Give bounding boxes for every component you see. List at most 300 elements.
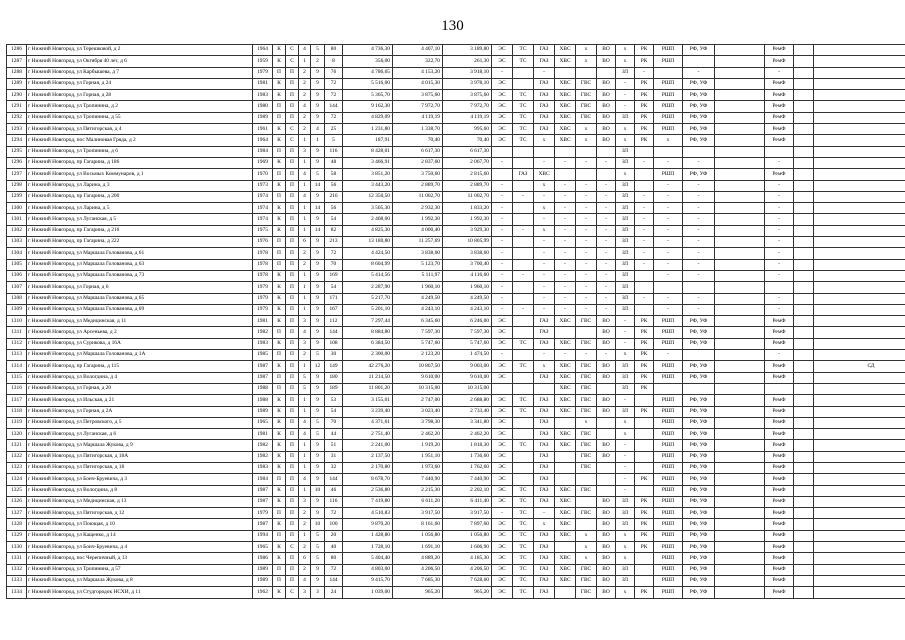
table-cell — [597, 429, 616, 440]
table-cell — [492, 146, 513, 157]
table-cell: - — [616, 440, 635, 451]
table-cell: РК — [635, 327, 654, 338]
table-cell: РемФ — [765, 485, 794, 496]
table-cell — [794, 56, 814, 67]
table-cell: 10 867,50 — [393, 361, 443, 372]
table-cell: П — [286, 564, 299, 575]
table-cell: г Нижний Новгород, ул Горная, д 2А — [27, 406, 253, 417]
table-cell — [715, 474, 765, 485]
table-cell: 261,30 — [443, 56, 492, 67]
table-cell: 2 — [299, 248, 311, 259]
table-cell: РемФ — [765, 530, 794, 541]
table-cell: 4 — [299, 45, 311, 56]
table-cell — [814, 316, 905, 327]
table-cell: П — [286, 406, 299, 417]
table-cell — [683, 146, 715, 157]
table-cell: 1295 — [7, 146, 27, 157]
table-cell: 144 — [325, 101, 343, 112]
table-cell: 965,20 — [393, 587, 443, 598]
table-cell: П — [273, 530, 286, 541]
table-cell: 116 — [325, 496, 343, 507]
table-cell: 9 — [311, 248, 325, 259]
table-cell — [576, 67, 597, 78]
table-cell: 3 189,80 — [443, 45, 492, 56]
table-cell — [794, 45, 814, 56]
table-cell: РФ, УФ — [683, 361, 715, 372]
table-cell — [715, 237, 765, 248]
table-cell — [715, 270, 765, 281]
table-cell: 3 917,50 — [443, 508, 492, 519]
table-cell — [513, 451, 534, 462]
table-cell: ТС — [513, 553, 534, 564]
table-cell: 9 415,70 — [343, 575, 393, 586]
table-cell: 1987 — [253, 519, 273, 530]
table-cell: 1328 — [7, 519, 27, 530]
table-cell: 1290 — [7, 90, 27, 101]
table-cell: 1 — [299, 451, 311, 462]
table-cell: 1293 — [7, 124, 27, 135]
table-cell — [814, 237, 905, 248]
table-cell: - — [654, 304, 683, 315]
table-cell: г Нижний Новгород, ул Горная, д 24 — [27, 78, 253, 89]
table-cell: - — [765, 67, 794, 78]
table-cell: - — [576, 282, 597, 293]
table-cell: 51 — [325, 440, 343, 451]
table-cell — [715, 350, 765, 361]
table-cell — [814, 474, 905, 485]
table-cell: РФ, УФ — [683, 417, 715, 428]
table-cell: г Нижний Новгород, ул Октября 40 лет, д 6 — [27, 56, 253, 67]
table-cell: г Нижний Новгород, ул Луганская, д 6 — [27, 429, 253, 440]
table-cell: П — [273, 146, 286, 157]
table-cell: 1 992,30 — [393, 214, 443, 225]
table-cell: 1981 — [253, 78, 273, 89]
table-cell: - — [534, 282, 555, 293]
table-cell — [794, 270, 814, 281]
table-cell — [814, 587, 905, 598]
table-cell: - — [492, 248, 513, 259]
table-cell: 9 — [311, 451, 325, 462]
table-cell: 5 516,00 — [343, 78, 393, 89]
table-cell: 2 536,80 — [343, 485, 393, 496]
table-cell: ВО — [597, 90, 616, 101]
table-cell: П — [286, 225, 299, 236]
table-cell: 1 691,10 — [393, 542, 443, 553]
table-cell: х — [576, 542, 597, 553]
table-cell: ЗЛ — [616, 361, 635, 372]
table-cell: 4 243,10 — [443, 304, 492, 315]
table-cell — [715, 259, 765, 270]
table-cell — [794, 564, 814, 575]
table-cell: ХВС — [555, 383, 576, 394]
table-cell: ТС — [513, 575, 534, 586]
table-cell: 3 875,60 — [443, 90, 492, 101]
table-cell: - — [616, 474, 635, 485]
table-cell: РФ, УФ — [683, 440, 715, 451]
table-cell — [814, 146, 905, 157]
table-cell: РК — [635, 78, 654, 89]
table-cell: 1 606,90 — [443, 542, 492, 553]
table-cell: РШП — [654, 78, 683, 89]
table-cell: РФ, УФ — [683, 316, 715, 327]
table-row — [7, 462, 905, 473]
table-row — [7, 78, 905, 89]
table-cell: РШП — [654, 169, 683, 180]
table-cell: 2 688,80 — [443, 395, 492, 406]
table-cell — [513, 282, 534, 293]
table-cell: 4 — [299, 191, 311, 202]
table-cell — [513, 259, 534, 270]
table-cell: - — [616, 451, 635, 462]
table-cell: 4 — [299, 429, 311, 440]
table-cell: ЭС — [492, 474, 513, 485]
table-cell: 9 — [311, 157, 325, 168]
table-cell — [715, 451, 765, 462]
table-cell: - — [635, 237, 654, 248]
table-cell: 11 002,70 — [393, 191, 443, 202]
table-cell: - — [534, 293, 555, 304]
table-cell: ХВС — [555, 575, 576, 586]
table-cell: 25 — [325, 124, 343, 135]
table-cell: 1980 — [253, 101, 273, 112]
table-cell: К — [273, 395, 286, 406]
table-cell: РШП — [654, 485, 683, 496]
table-cell — [597, 383, 616, 394]
table-cell — [715, 417, 765, 428]
table-cell: - — [765, 350, 794, 361]
table-cell: 9 — [311, 338, 325, 349]
table-cell: ВО — [597, 564, 616, 575]
table-cell: 8 428,01 — [343, 146, 393, 157]
table-cell: - — [683, 304, 715, 315]
table-cell: ХВС — [555, 429, 576, 440]
table-cell: - — [597, 248, 616, 259]
table-row — [7, 169, 905, 180]
table-cell: К — [273, 361, 286, 372]
table-cell: г Нижний Новгород, ул Бонч-Бруевича, д 3 — [27, 474, 253, 485]
table-cell — [534, 146, 555, 157]
table-cell: ЗЛ — [616, 112, 635, 123]
table-cell: РШП — [654, 361, 683, 372]
table-cell: г Нижний Новгород, пос Черепичный, д 13 — [27, 553, 253, 564]
table-cell: 1978 — [253, 248, 273, 259]
table-cell: П — [286, 157, 299, 168]
table-cell: 1981 — [253, 316, 273, 327]
table-cell: П — [286, 417, 299, 428]
table-cell: 1973 — [253, 180, 273, 191]
table-cell: - — [683, 293, 715, 304]
table-row — [7, 440, 905, 451]
table-cell — [814, 451, 905, 462]
table-cell: 7 297,44 — [343, 316, 393, 327]
table-cell: К — [273, 451, 286, 462]
table-cell — [794, 248, 814, 259]
table-cell: К — [273, 519, 286, 530]
table-cell — [715, 383, 765, 394]
table-cell: П — [286, 169, 299, 180]
table-cell: 10 805,99 — [443, 237, 492, 248]
table-row — [7, 45, 905, 56]
table-cell: 4 000,40 — [393, 225, 443, 236]
table-cell — [715, 78, 765, 89]
table-cell: ЗЛ — [616, 508, 635, 519]
table-cell: РемФ — [765, 417, 794, 428]
table-cell: ГАЗ — [534, 440, 555, 451]
table-cell: РШП — [654, 519, 683, 530]
table-cell — [715, 530, 765, 541]
table-cell — [635, 146, 654, 157]
table-cell: - — [534, 157, 555, 168]
table-cell: - — [683, 67, 715, 78]
table-cell: 100 — [325, 519, 343, 530]
table-row — [7, 304, 905, 315]
table-cell: РФ, УФ — [683, 406, 715, 417]
table-cell: 1985 — [253, 350, 273, 361]
table-cell: - — [597, 282, 616, 293]
table-cell: ГВС — [576, 395, 597, 406]
table-cell: 1 — [299, 180, 311, 191]
table-cell: 1306 — [7, 270, 27, 281]
table-cell: РК — [635, 508, 654, 519]
table-cell: РФ, УФ — [683, 519, 715, 530]
table-cell: - — [765, 180, 794, 191]
table-cell — [794, 474, 814, 485]
table-cell: ЭС — [492, 553, 513, 564]
table-row — [7, 67, 905, 78]
table-cell: П — [273, 67, 286, 78]
table-cell: х — [616, 135, 635, 146]
table-cell: ЭС — [492, 406, 513, 417]
table-cell: 1327 — [7, 508, 27, 519]
table-cell: ВО — [597, 406, 616, 417]
table-cell: - — [555, 214, 576, 225]
table-cell: РФ, УФ — [683, 101, 715, 112]
table-cell: ГВС — [576, 508, 597, 519]
table-cell: ГАЗ — [534, 451, 555, 462]
table-cell: - — [555, 191, 576, 202]
table-cell — [715, 169, 765, 180]
table-cell — [794, 417, 814, 428]
table-cell: - — [513, 191, 534, 202]
table-cell: 4 119,19 — [443, 112, 492, 123]
table-cell: 1 338,70 — [393, 124, 443, 135]
table-cell: ЗЛ — [616, 575, 635, 586]
table-cell: 9 — [311, 575, 325, 586]
table-cell: РШП — [654, 553, 683, 564]
table-cell — [794, 508, 814, 519]
table-cell: 1 — [299, 304, 311, 315]
table-cell: 1334 — [7, 587, 27, 598]
table-cell: РШП — [654, 338, 683, 349]
table-cell: - — [654, 237, 683, 248]
table-cell: 1982 — [253, 451, 273, 462]
table-cell: РемФ — [765, 112, 794, 123]
table-cell: РемФ — [765, 462, 794, 473]
table-cell — [715, 180, 765, 191]
table-cell: 1 960,10 — [443, 282, 492, 293]
table-cell — [794, 338, 814, 349]
table-cell: П — [286, 451, 299, 462]
table-cell: РФ, УФ — [683, 90, 715, 101]
table-cell: 1981 — [253, 429, 273, 440]
table-cell: 6 246,00 — [443, 316, 492, 327]
table-cell: ХВС — [555, 56, 576, 67]
table-cell — [814, 112, 905, 123]
table-cell: ТС — [513, 564, 534, 575]
table-cell: - — [492, 293, 513, 304]
table-cell: 9 — [311, 508, 325, 519]
table-cell — [555, 67, 576, 78]
table-cell: К — [273, 587, 286, 598]
table-cell: РФ, УФ — [683, 112, 715, 123]
table-cell: 9 — [311, 440, 325, 451]
table-cell: 1292 — [7, 112, 27, 123]
table-cell — [814, 56, 905, 67]
table-cell: К — [273, 553, 286, 564]
table-cell: 80 — [325, 553, 343, 564]
table-cell: РК — [635, 350, 654, 361]
table-cell: РемФ — [765, 101, 794, 112]
table-cell: РФ, УФ — [683, 327, 715, 338]
table-cell: 1 — [299, 395, 311, 406]
table-cell: РемФ — [765, 451, 794, 462]
table-cell: ХВС — [555, 519, 576, 530]
table-cell: РемФ — [765, 575, 794, 586]
table-cell: ГАЗ — [534, 564, 555, 575]
table-row — [7, 406, 905, 417]
table-cell: П — [286, 496, 299, 507]
table-cell: - — [492, 270, 513, 281]
table-cell — [715, 519, 765, 530]
table-cell: П — [273, 508, 286, 519]
table-cell: г Нижний Новгород, ул Луганская, д 5 — [27, 214, 253, 225]
table-cell: г Нижний Новгород, пр Гагарина, д 186 — [27, 157, 253, 168]
table-cell: 9 003,00 — [443, 361, 492, 372]
table-cell: - — [555, 350, 576, 361]
table-cell: 9 — [311, 372, 325, 383]
table-cell: - — [576, 270, 597, 281]
table-cell: 2 — [311, 56, 325, 67]
table-cell: 6 345,60 — [393, 316, 443, 327]
table-cell: - — [597, 237, 616, 248]
table-cell: 8 161,60 — [393, 519, 443, 530]
table-cell: 4 803,00 — [343, 564, 393, 575]
table-cell — [794, 214, 814, 225]
table-cell: ГВС — [576, 429, 597, 440]
table-cell: 1987 — [253, 361, 273, 372]
table-cell: 24 — [325, 587, 343, 598]
table-cell — [814, 124, 905, 135]
table-cell: РК — [635, 361, 654, 372]
table-cell: 1 056,80 — [443, 530, 492, 541]
table-cell: П — [286, 383, 299, 394]
table-cell — [794, 293, 814, 304]
table-cell: РФ, УФ — [683, 496, 715, 507]
table-row — [7, 90, 905, 101]
table-cell: К — [273, 157, 286, 168]
table-cell: 1 — [299, 462, 311, 473]
table-cell: г Нижний Новгород, пр Гагарина, д 115 — [27, 361, 253, 372]
table-cell: РемФ — [765, 564, 794, 575]
table-cell: РК — [635, 530, 654, 541]
table-cell — [814, 462, 905, 473]
table-cell: ВО — [597, 519, 616, 530]
table-cell: х — [616, 45, 635, 56]
table-cell: ХВС — [555, 124, 576, 135]
table-cell: 2 — [299, 542, 311, 553]
page-number: 130 — [441, 18, 464, 34]
table-cell: х — [576, 45, 597, 56]
table-cell — [794, 304, 814, 315]
table-cell — [814, 395, 905, 406]
table-cell: ХВС — [555, 112, 576, 123]
table-cell: 1994 — [253, 530, 273, 541]
table-cell: П — [273, 372, 286, 383]
table-cell — [597, 146, 616, 157]
table-cell: ГАЗ — [513, 169, 534, 180]
table-cell: РШП — [654, 508, 683, 519]
table-cell — [814, 90, 905, 101]
table-cell: К — [273, 293, 286, 304]
table-cell: 9 — [311, 101, 325, 112]
table-cell: ЗЛ — [616, 293, 635, 304]
table-cell: 10 — [311, 519, 325, 530]
table-cell: 3 838,60 — [393, 248, 443, 259]
table-cell: 1308 — [7, 293, 27, 304]
table-cell: РемФ — [765, 587, 794, 598]
table-cell: 1974 — [253, 214, 273, 225]
table-cell: ХВС — [555, 90, 576, 101]
table-cell: 1286 — [7, 45, 27, 56]
table-cell: - — [654, 191, 683, 202]
table-cell: РК — [635, 542, 654, 553]
table-cell: 3 — [299, 587, 311, 598]
table-cell: 10 315,00 — [443, 383, 492, 394]
table-cell: 9 — [311, 564, 325, 575]
table-cell — [814, 485, 905, 496]
table-cell: РК — [635, 338, 654, 349]
table-cell: К — [273, 338, 286, 349]
table-cell: 31 — [325, 451, 343, 462]
table-cell: ТС — [513, 112, 534, 123]
table-cell: 2 123,20 — [393, 350, 443, 361]
table-cell: - — [576, 237, 597, 248]
table-cell — [814, 350, 905, 361]
table-cell: К — [273, 45, 286, 56]
table-cell: - — [492, 282, 513, 293]
table-cell: 1305 — [7, 259, 27, 270]
table-cell: 2 889,70 — [443, 180, 492, 191]
table-cell: 1976 — [253, 237, 273, 248]
table-cell: 5 747,60 — [393, 338, 443, 349]
table-cell: 70,40 — [443, 135, 492, 146]
table-cell: 171 — [325, 293, 343, 304]
table-cell: - — [765, 157, 794, 168]
table-cell: 5 — [311, 429, 325, 440]
table-cell: г Нижний Новгород, ул Вологдина, д 4 — [27, 372, 253, 383]
table-cell: 7 972,70 — [393, 101, 443, 112]
table-cell: 1983 — [253, 462, 273, 473]
table-cell: РемФ — [765, 519, 794, 530]
table-cell: х — [576, 56, 597, 67]
table-cell: г Нижний Новгород, ул Тропинина, д 55 — [27, 112, 253, 123]
table-cell: ГАЗ — [534, 474, 555, 485]
table-cell: П — [286, 214, 299, 225]
table-cell: 1312 — [7, 338, 27, 349]
table-cell: 30 — [325, 350, 343, 361]
table-cell: ЭС — [492, 451, 513, 462]
table-cell: - — [576, 225, 597, 236]
